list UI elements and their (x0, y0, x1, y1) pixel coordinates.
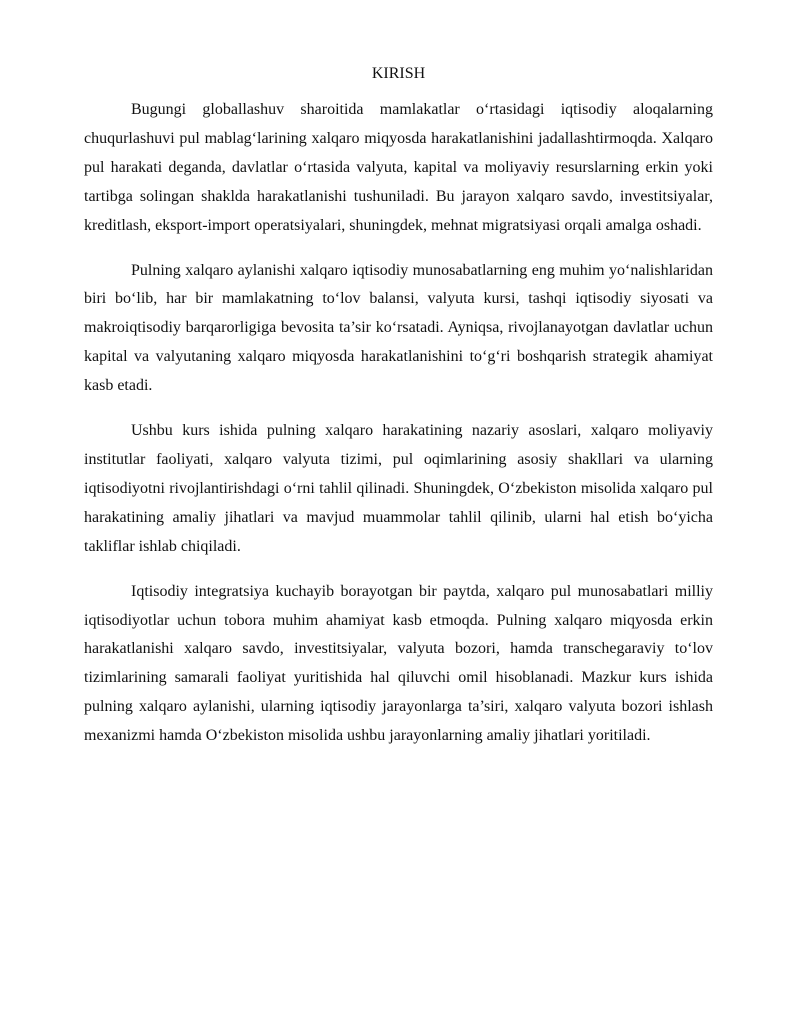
document-body (84, 60, 713, 767)
paragraph-3: Ushbu kurs ishida pulning xalqaro harakatining nazariy asoslari, xalqaro moliyaviy institutlar faoliyati, xalqaro valyuta tizimi, pul oqimlarining asosiy shakllari va ularning iqtisodiyotni rivojlantirishdagi o‘rni tahlil qilinadi. Shuningdek, O‘zbekiston misolida xalqaro pul harakatining amaliy jihatlari va mavjud muammolar tahlil qilinib, ularni hal etish bo‘yicha takliflar ishlab chiqiladi. (84, 422, 713, 555)
paragraph-2: Pulning xalqaro aylanishi xalqaro iqtisodiy munosabatlarning eng muhim yo‘nalishlaridan biri bo‘lib, har bir mamlakatning to‘lov balansi, valyuta kursi, tashqi iqtisodiy siyosati va makroiqtisodiy barqarorligiga bevosita ta’sir ko‘rsatadi. Ayniqsa, rivojlanayotgan davlatlar uchun kapital va valyutaning xalqaro miqyosda harakatlanishini to‘g‘ri boshqarish strategik ahamiyat kasb etadi. (84, 261, 713, 395)
paragraph-1: Bugungi globallashuv sharoitida mamlakatlar o‘rtasidagi iqtisodiy aloqalarning chuqurlashuvi pul mablag‘larining xalqaro miqyosda harakatlanishini jadallashtirmoqda. Xalqaro pul harakati deganda, davlatlar o‘rtasida valyuta, kapital va moliyaviy resurslarning erkin yoki tartibga solingan shaklda harakatlanishi tushuniladi. Bu jarayon xalqaro savdo, investitsiyalar, kreditlash, eksport-import operatsiyalari, shuningdek, mehnat migratsiyasi orqali amalga oshadi. (84, 101, 713, 234)
paragraph-4: Iqtisodiy integratsiya kuchayib borayotgan bir paytda, xalqaro pul munosabatlari milliy iqtisodiyotlar uchun tobora muhim ahamiyat kasb etmoqda. Pulning xalqaro miqyosda erkin harakatlanishi xalqaro savdo, investitsiyalar, valyuta bozori, hamda transchegaraviy to‘lov tizimlarining samarali faoliyat yuritishida hal qiluvchi omil hisoblanadi. Mazkur kurs ishida pulning xalqaro aylanishi, ularning iqtisodiy jarayonlarga ta’siri, xalqaro valyuta bozori ishlash mexanizmi hamda O‘zbekiston misolida ushbu jarayonlarning amaliy jihatlari yoritiladi. (84, 582, 713, 745)
section-heading: KIRISH (371, 65, 426, 82)
